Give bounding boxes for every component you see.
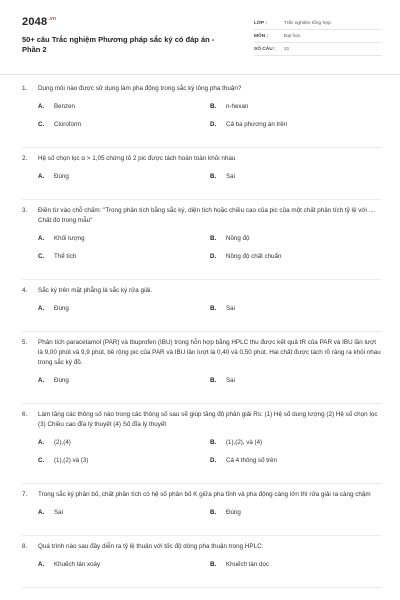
option-letter: C.: [38, 253, 45, 260]
question-number: 8.: [22, 543, 28, 550]
question-head: [22, 286, 382, 296]
answer-option[interactable]: [210, 376, 382, 385]
question-text: Làm tăng các thông số nào trong các thông số sau sẽ giúp tăng độ phân giải Rs: (1) Hệ số dung lượng (2) Hệ số chọn lọc (3) Chiều cao đĩa lý thuyết (4) Số đĩa lý thuyết: [38, 411, 378, 428]
meta-row-subject: [254, 30, 382, 43]
answer-option[interactable]: [38, 252, 210, 261]
option-letter: A.: [38, 173, 45, 180]
option-letter: A.: [38, 305, 45, 312]
answer-option[interactable]: [210, 560, 382, 569]
question-head: [22, 542, 382, 552]
answer-option[interactable]: [210, 304, 382, 313]
question-head: [22, 338, 382, 368]
question-number: 5.: [22, 339, 28, 346]
option-letter: A.: [38, 377, 45, 384]
meta-value: Trắc nghiệm tổng hợp: [284, 20, 331, 26]
answer-option[interactable]: [210, 252, 382, 261]
option-text: Sai: [226, 377, 235, 384]
option-text: Khuếch tán xoáy: [54, 561, 101, 568]
option-text: Nồng độ: [226, 235, 250, 242]
question-item: [22, 404, 382, 484]
answer-option[interactable]: [38, 376, 210, 385]
meta-row-class: [254, 17, 382, 30]
option-text: Cả 4 thông số trên: [226, 457, 277, 464]
option-letter: B.: [210, 305, 217, 312]
answer-option[interactable]: [210, 456, 382, 465]
question-text: Phân tích paracetamol (PAR) và Ibuprofen (IBU) trong hỗn hợp bằng HPLC thu được kết quả tR của PAR và IBU lần lượt là 9,00 phút và 9,9 phút, bề rộng pic của PAR và IBU lần lượt là 0,40 và 0,50 phút. Hai chất được tách rõ ràng ra khỏi nhau trong sắc ký đồ.: [38, 339, 381, 366]
question-item: [22, 78, 382, 148]
meta-key: LỚP :: [254, 20, 268, 26]
option-letter: D.: [210, 253, 217, 260]
answer-options: [22, 376, 382, 394]
answer-option[interactable]: [210, 438, 382, 447]
meta-row-count: [254, 43, 382, 56]
question-item: [22, 280, 382, 332]
answer-option[interactable]: [38, 234, 210, 243]
option-letter: B.: [210, 561, 217, 568]
site-logo[interactable]: $2048^{.vn}$: [22, 16, 57, 28]
option-letter: B.: [210, 173, 217, 180]
option-text: (1),(2), và (4): [226, 439, 263, 446]
option-text: Khối lượng: [54, 235, 85, 242]
option-text: Đúng: [226, 509, 241, 516]
question-item: [22, 200, 382, 280]
question-number: 4.: [22, 287, 28, 294]
question-number: 6.: [22, 411, 28, 418]
option-text: Sai: [226, 305, 235, 312]
question-item: [22, 332, 382, 404]
document-title: 50+ câu Trắc nghiệm Phương pháp sắc ký có đáp án - Phần 2: [22, 35, 215, 54]
answer-option[interactable]: [38, 508, 210, 517]
option-letter: A.: [38, 561, 45, 568]
answer-options: [22, 438, 382, 474]
answer-options: [22, 234, 382, 270]
question-head: [22, 490, 382, 500]
question-text: Quá trình nào sau đây diễn ra tỷ lệ thuận với tốc độ dòng pha thuận trong HPLC:: [38, 543, 264, 550]
answer-option[interactable]: [38, 560, 210, 569]
answer-option[interactable]: [38, 120, 210, 129]
option-text: Khuếch tán dọc: [226, 561, 270, 568]
answer-option[interactable]: [210, 234, 382, 243]
option-letter: C.: [38, 457, 45, 464]
meta-value: Đại học: [284, 33, 301, 39]
option-text: Đúng: [54, 305, 69, 312]
option-text: Nồng độ chất chuẩn: [226, 253, 282, 260]
question-item: [22, 536, 382, 588]
option-text: Cả ba phương án trên: [226, 121, 288, 128]
option-letter: C.: [38, 121, 45, 128]
option-letter: B.: [210, 439, 217, 446]
option-letter: A.: [38, 235, 45, 242]
question-item: [22, 148, 382, 200]
option-text: Đúng: [54, 173, 69, 180]
question-text: Hệ số chọn lọc α > 1,05 chứng tỏ 2 pic được tách hoàn toàn khỏi nhau: [38, 155, 236, 162]
answer-option[interactable]: [210, 102, 382, 111]
question-item: [22, 484, 382, 536]
option-text: n-hexan: [226, 103, 249, 110]
option-letter: D.: [210, 121, 217, 128]
meta-key: MÔN :: [254, 33, 269, 39]
question-text: Sắc ký trên mặt phẳng là sắc ký rửa giải.: [38, 287, 153, 294]
answer-option[interactable]: [38, 102, 210, 111]
meta-key: SỐ CÂU :: [254, 46, 276, 52]
answer-option[interactable]: [210, 172, 382, 181]
question-text: Dung môi nào được sử dụng làm pha động trong sắc ký lỏng pha thuận?: [38, 85, 242, 92]
answer-option[interactable]: [210, 120, 382, 129]
question-number: 2.: [22, 155, 28, 162]
option-letter: A.: [38, 103, 45, 110]
option-text: (2),(4): [54, 439, 71, 446]
option-text: Sai: [54, 509, 63, 516]
option-text: Đúng: [54, 377, 69, 384]
answer-option[interactable]: [38, 438, 210, 447]
question-number: 3.: [22, 207, 28, 214]
answer-options: [22, 102, 382, 138]
option-text: Cloroform: [54, 121, 82, 128]
question-number: 7.: [22, 491, 28, 498]
answer-options: [22, 304, 382, 322]
option-letter: B.: [210, 509, 217, 516]
document-meta: [254, 17, 382, 56]
answer-option[interactable]: [38, 456, 210, 465]
page-header: [22, 12, 382, 62]
question-text: Điền từ vào chỗ chấm: "Trong phân tích bằng sắc ký, diện tích hoặc chiều cao của pic của một chất phân tích tỷ lệ với .... Chất đó trong mẫu": [38, 207, 376, 224]
option-letter: A.: [38, 439, 45, 446]
answer-option[interactable]: [38, 304, 210, 313]
question-text: Trong sắc ký phân bố, chất phân tích có hệ số phân bố K giữa pha tĩnh và pha động càng lớn thì rửa giải ra càng chậm: [38, 491, 371, 498]
meta-value: 21: [284, 46, 290, 52]
option-text: (1),(2) và (3): [54, 457, 89, 464]
question-head: [22, 206, 382, 226]
option-text: Sai: [226, 173, 235, 180]
answer-options: [22, 172, 382, 190]
option-text: Benzen: [54, 103, 75, 110]
option-letter: D.: [210, 457, 217, 464]
question-head: [22, 154, 382, 164]
answer-options: [22, 560, 382, 578]
question-number: 1.: [22, 85, 28, 92]
option-letter: B.: [210, 103, 217, 110]
answer-option[interactable]: [38, 172, 210, 181]
option-text: Thể tích: [54, 253, 77, 260]
answer-option[interactable]: [210, 508, 382, 517]
header-divider: [0, 74, 400, 75]
question-head: [22, 84, 382, 94]
question-head: [22, 410, 382, 430]
option-letter: A.: [38, 509, 45, 516]
option-letter: B.: [210, 235, 217, 242]
answer-options: [22, 508, 382, 526]
question-list: [22, 78, 382, 588]
option-letter: B.: [210, 377, 217, 384]
